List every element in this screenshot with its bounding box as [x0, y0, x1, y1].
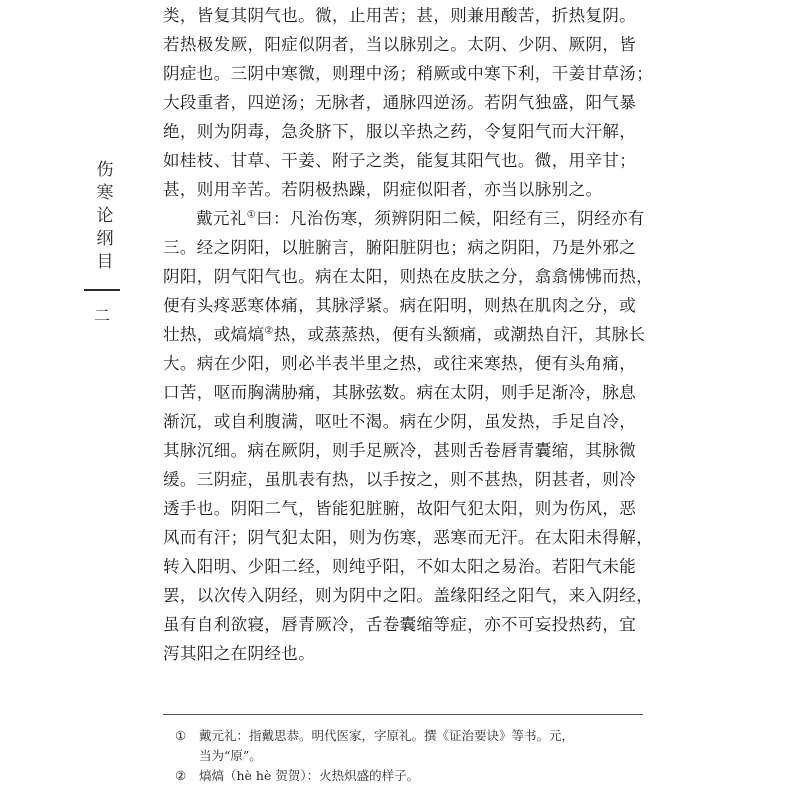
text-line: 若热极发厥，阳症似阴者，当以脉别之。太阴、少阴、厥阴，皆: [163, 35, 637, 54]
footnote-2: [175, 766, 645, 786]
text-line: 缓。三阴症，虽肌表有热，以手按之，则不甚热，阴甚者，则冷: [163, 470, 637, 489]
book-title: 伤寒论纲目: [92, 160, 113, 275]
text-line: 泻其阳之在阴经也。: [163, 644, 316, 663]
footnote-ref-1[interactable]: ①: [246, 209, 257, 221]
text-line: 便有头疼恶寒体痛，其脉浮紧。病在阳明，则热在肌肉之分，或: [163, 296, 637, 315]
text-line: 阴阳，阴气阳气也。病在太阳，则热在皮肤之分，翕翕怫怫而热，: [163, 267, 654, 286]
footnote-marker: ②: [175, 768, 187, 783]
text-line: 大。病在少阳，则必半表半里之热，或往来寒热，便有头角痛，: [163, 354, 637, 373]
text-segment: 曰：凡治伤寒，须辨阴阳二候，阳经有三，阴经亦有: [256, 209, 645, 228]
text-line: 虽有自利欲寝，唇青厥冷，舌卷囊缩等症，亦不可妄投热药，宜: [163, 615, 637, 634]
text-line: 其脉沉细。病在厥阴，则手足厥冷，甚则舌卷唇青囊缩，其脉微: [163, 441, 637, 460]
footnotes: [175, 726, 645, 786]
text-line: 大段重者，四逆汤；无脉者，通脉四逆汤。若阴气独盛，阳气暴: [163, 93, 637, 112]
page-number: 二: [93, 306, 110, 325]
text-line: 阴症也。三阴中寒微，则理中汤；稍厥或中寒下利，干姜甘草汤；: [163, 64, 654, 83]
footnote-text: 熇熇（hè hè 贺贺）：火热炽盛的样子。: [199, 768, 420, 783]
margin-rule: [84, 289, 120, 291]
footnote-1: [175, 726, 645, 746]
footnote-1-continuation: 当为“原”。: [199, 748, 262, 763]
text-line-with-footnote: [163, 320, 646, 349]
text-line: 转入阳明、少阳二经，则纯乎阳，不如太阳之易治。若阳气未能: [163, 557, 637, 576]
footnote-divider: [163, 714, 643, 715]
text-line: 甚，则用辛苦。若阴极热躁，阴症似阳者，亦当以脉别之。: [163, 180, 603, 199]
main-text: [163, 0, 654, 668]
footnote-text: 戴元礼：指戴思恭。明代医家，字原礼。撰《证治要诀》等书。元，: [199, 728, 575, 743]
text-segment: 壮热，或熇熇: [163, 325, 265, 344]
footnote-marker: ①: [175, 728, 187, 743]
text-line: 如桂枝、甘草、干姜、附子之类，能复其阳气也。微，用辛甘；: [163, 151, 637, 170]
name-dai-yuanli: 戴元礼: [196, 209, 247, 228]
margin-header: [82, 160, 122, 326]
text-line: 风而有汗；阴气犯太阳，则为伤寒，恶寒而无汗。在太阳未得解，: [163, 528, 654, 547]
text-line: 类，皆复其阴气也。微，止用苦；甚，则兼用酸苦，折热复阴。: [163, 6, 637, 25]
paragraph-start-line: [163, 204, 643, 233]
text-line: 渐沉，或自利腹满，呕吐不渴。病在少阴，虽发热，手足自冷，: [163, 412, 637, 431]
footnote-ref-2[interactable]: ②: [264, 325, 274, 337]
text-segment: 热，或蒸蒸热，便有头额痛，或潮热自汗，其脉长: [273, 325, 646, 344]
text-line: 罢，以次传入阴经，则为阴中之阳。盖缘阳经之阳气，来入阴经，: [163, 586, 654, 605]
text-line: 绝，则为阴毒，急灸脐下，服以辛热之药，令复阳气而大汗解，: [163, 122, 637, 141]
text-line: 三。经之阴阳，以脏腑言，腑阳脏阴也；病之阴阳，乃是外邪之: [163, 238, 637, 257]
text-line: 透手也。阴阳二气，皆能犯脏腑，故阳气犯太阳，则为伤风，恶: [163, 499, 637, 518]
text-line: 口苦，呕而胸满胁痛，其脉弦数。病在太阴，则手足渐冷，脉息: [163, 383, 637, 402]
